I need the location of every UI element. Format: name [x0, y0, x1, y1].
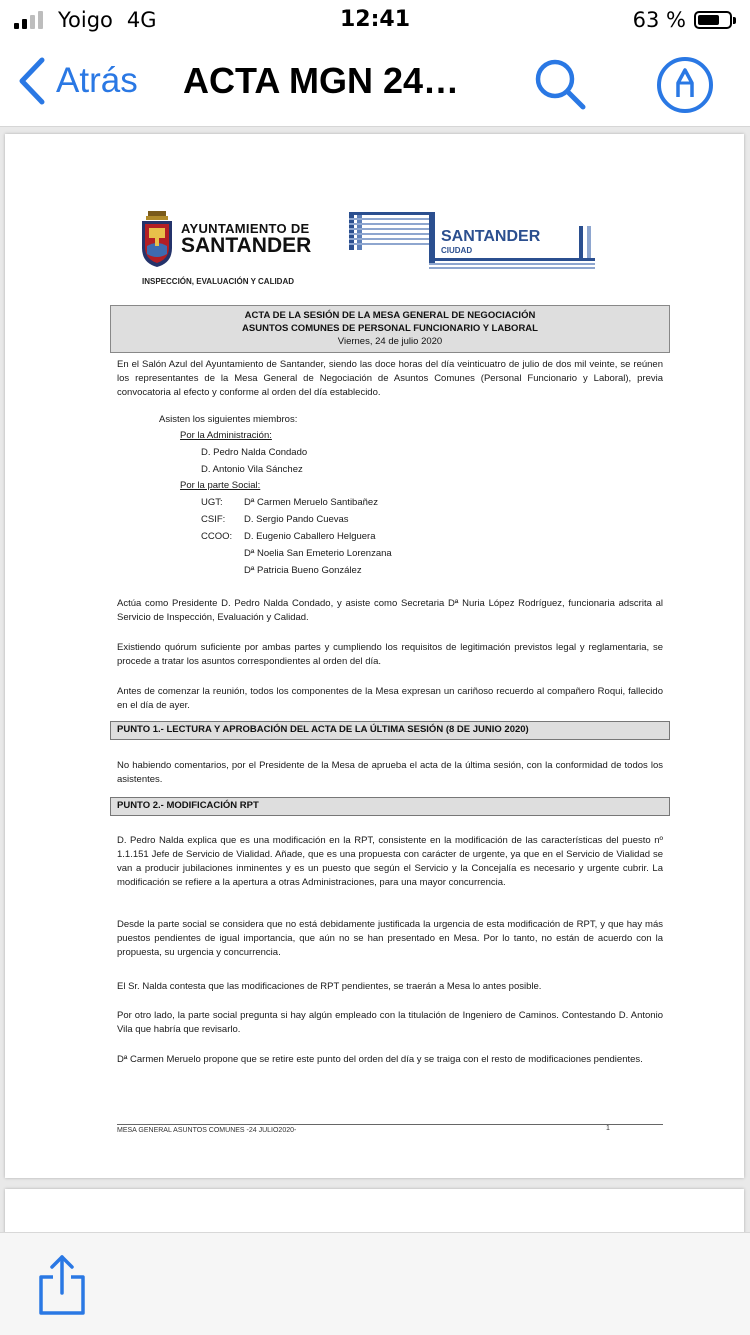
por-parte-social-label: Por la parte Social: [180, 480, 261, 491]
carrier-label: Yoigo [58, 8, 113, 32]
document-page-2 [5, 1189, 744, 1232]
por-administracion-label: Por la Administración: [180, 430, 272, 441]
social-org: CSIF: [201, 514, 226, 525]
punto1-header [110, 721, 670, 740]
bottom-toolbar [0, 1232, 750, 1335]
status-right [633, 8, 732, 32]
back-button[interactable] [16, 56, 138, 106]
document-page-1 [5, 134, 744, 1178]
quorum-paragraph: Existiendo quórum suficiente por ambas partes y cumpliendo los requisitos de legitimación previstos legal y reglamentaria, se procede a tratar los asuntos correspondientes al orden del día. [117, 642, 663, 667]
punto2-header [110, 797, 670, 816]
punto2-paragraph-5: Dª Carmen Meruelo propone que se retire este punto del orden del día y se traiga con el resto de modificaciones pendientes. [117, 1054, 643, 1065]
ayuntamiento-line1: AYUNTAMIENTO DE [181, 221, 310, 236]
santander-ciudad-line2: CIUDAD [441, 246, 473, 255]
nav-bar [0, 42, 750, 127]
punto2-paragraph-3: El Sr. Nalda contesta que las modificaciones de RPT pendientes, se traerán a Mesa lo antes posible. [117, 981, 542, 992]
social-org: CCOO: [201, 531, 233, 542]
acta-title-box [110, 305, 670, 353]
department-label: INSPECCIÓN, EVALUACIÓN Y CALIDAD [142, 277, 295, 286]
social-member: D. Sergio Pando Cuevas [244, 514, 349, 525]
back-label: Atrás [56, 61, 138, 100]
punto2-paragraph-2: Desde la parte social se considera que no está debidamente justificada la urgencia de esta modificación de RPT, y que hay más puestos pendientes de igual importancia, que aún no se han presentado en Mesa. Por lo tanto, no están de acuerdo con la propuesta, su urgencia y concurrencia. [117, 919, 663, 958]
social-member: Dª Patricia Bueno González [244, 565, 362, 576]
document-viewer[interactable] [0, 127, 750, 1232]
admin-member: D. Antonio Vila Sánchez [201, 464, 303, 475]
battery-icon [694, 11, 732, 29]
ayuntamiento-logo [139, 210, 311, 268]
ayuntamiento-line2: SANTANDER [181, 234, 312, 257]
intro-paragraph: En el Salón Azul del Ayuntamiento de Santander, siendo las doce horas del día veinticuatro de julio de dos mil veinte, se reúnen los representantes de la Mesa General de Negociación de Asuntos Comunes (Personal Funcionario y Laboral), previa convocatoria al efecto y conforme al orden del día establecido. [117, 359, 663, 398]
acta-title-line2: ASUNTOS COMUNES DE PERSONAL FUNCIONARIO Y LABORAL [242, 323, 538, 334]
punto2-paragraph-1: D. Pedro Nalda explica que es una modificación en la RPT, consistente en la modificación de las características del puesto nº 1.1.151 Jefe de Servicio de Vialidad. Añade, que es una propuesta con carácter de urgente, ya que en el Servicio de Vialidad se van a producir jubilaciones inminentes y es un puesto que según el Servicio y la Concejalía es necesario y urgente cubrir. La modificación se refiere a la apertura a otras Administraciones, para una mayor concurrencia. [117, 835, 663, 888]
punto2-paragraph-4: Por otro lado, la parte social pregunta si hay algún empleado con la titulación de Ingeniero de Caminos. Contestando D. Antonio Vila que habría que revisarlo. [117, 1010, 663, 1035]
document-title: ACTA MGN 24… [183, 60, 460, 101]
share-icon[interactable] [35, 1253, 89, 1317]
presidente-paragraph: Actúa como Presidente D. Pedro Nalda Condado, y asiste como Secretaria Dª Nuria López Rodríguez, funcionaria adscrita al Servicio de Inspección, Evaluación y Calidad. [117, 598, 663, 623]
punto1-paragraph: No habiendo comentarios, por el Presidente de la Mesa de aprueba el acta de la última sesión, con la conformidad de todos los asistentes. [117, 760, 663, 785]
battery-percent: 63 % [632, 8, 686, 32]
punto2-title: PUNTO 2.- MODIFICACIÓN RPT [117, 800, 259, 811]
admin-member: D. Pedro Nalda Condado [201, 447, 308, 458]
page-number: 1 [606, 1125, 610, 1132]
social-member: D. Eugenio Caballero Helguera [244, 531, 376, 542]
footer-divider [117, 1124, 663, 1125]
chevron-left-icon [16, 56, 46, 106]
acta-title-line1: ACTA DE LA SESIÓN DE LA MESA GENERAL DE NEGOCIACIÓN [244, 310, 536, 321]
santander-ciudad-line1: SANTANDER [441, 228, 541, 245]
network-label: 4G [126, 8, 157, 32]
acta-date: Viernes, 24 de julio 2020 [337, 336, 443, 347]
social-member: Dª Carmen Meruelo Santibañez [244, 497, 378, 508]
social-org: UGT: [201, 497, 223, 508]
status-bar [0, 0, 750, 42]
status-time: 12:41 [339, 7, 411, 32]
coat-of-arms-icon [139, 210, 175, 268]
markup-pen-icon[interactable] [656, 56, 714, 114]
recuerdo-paragraph: Antes de comenzar la reunión, todos los componentes de la Mesa expresan un cariñoso recuerdo al compañero Roqui, fallecido en el día de ayer. [117, 686, 663, 711]
asisten-label: Asisten los siguientes miembros: [159, 414, 298, 425]
search-icon[interactable] [532, 56, 588, 112]
punto1-title: PUNTO 1.- LECTURA Y APROBACIÓN DEL ACTA DE LA ÚLTIMA SESIÓN (8 DE JUNIO 2020) [117, 724, 529, 735]
footer-label: MESA GENERAL ASUNTOS COMUNES -24 JULIO2020- [117, 1127, 297, 1134]
santander-ciudad-logo [347, 212, 595, 270]
social-member: Dª Noelia San Emeterio Lorenzana [244, 548, 392, 559]
